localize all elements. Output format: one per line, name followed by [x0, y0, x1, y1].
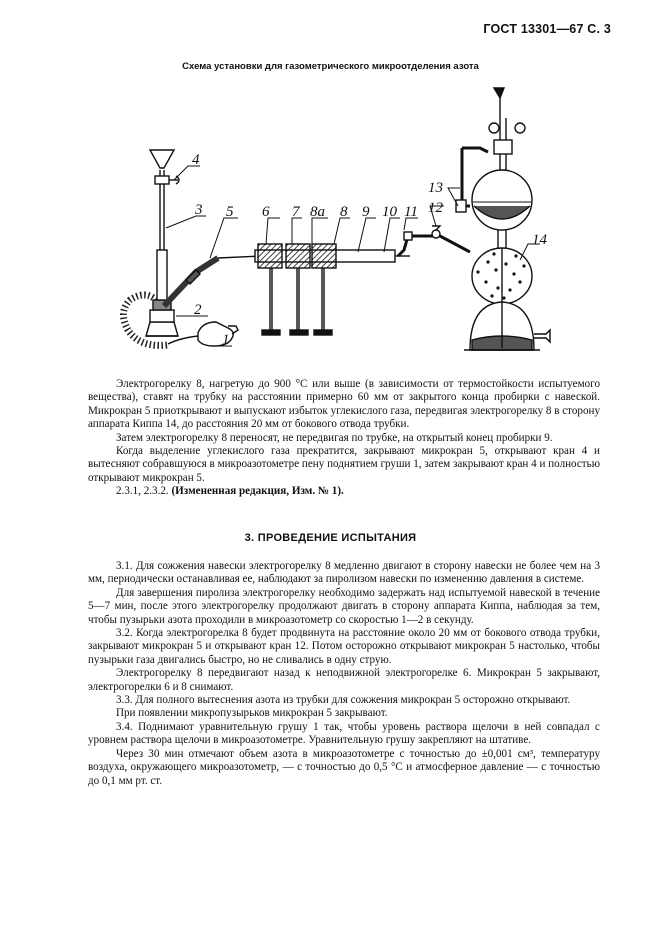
label-7: 7 — [292, 204, 300, 220]
paragraph: Электрогорелку 8 передвигают назад к неподвижной электрогорелке 6. Микрокран 5 закрывают, электрогорелки 6 и 8 снимают. — [88, 667, 600, 693]
paragraph: Затем электрогорелку 8 переносят, не передвигая по трубке, на открытый конец пробирки 9. — [116, 431, 553, 444]
label-4: 4 — [192, 152, 200, 168]
burette-base-2 — [146, 300, 178, 336]
label-9: 9 — [362, 204, 370, 220]
document-reference-header: ГОСТ 13301—67 С. 3 — [483, 22, 611, 36]
label-13: 13 — [428, 180, 443, 196]
label-3: 3 — [195, 202, 203, 218]
paragraph: 3.1. Для сожжения навески электрогорелку 8 медленно двигают в сторону навески не более чем на 3 мм, периодически останавливая ее, наблюдают за пиролизом навески по изменению давления в системе. — [88, 560, 600, 586]
text-block-procedure — [88, 378, 600, 499]
label-5: 5 — [226, 204, 234, 220]
paragraph: 3.4. Поднимают уравнительную грушу 1 так, чтобы уровень раствора щелочи в ней совпадал с уровнем раствора щелочи в микроазотометре. Уравнительную грушу закрепляют на штативе. — [88, 720, 600, 747]
figure-title: Схема установки для газометрического микроотделения азота — [182, 61, 479, 72]
section-heading: 3. ПРОВЕДЕНИЕ ИСПЫТАНИЯ — [244, 532, 417, 544]
amendment-ref: 2.3.1, 2.3.2. — [116, 485, 169, 498]
microazotometer-3 — [157, 150, 167, 300]
paragraph: 3.3. Для полного вытеснения азота из трубки для сожжения микрокран 5 осторожно открывают. — [116, 694, 571, 707]
label-8a: 8а — [310, 204, 325, 220]
burner-7 — [286, 244, 310, 335]
text-block-testing — [88, 560, 600, 788]
label-14: 14 — [532, 232, 547, 248]
paragraph: 3.2. Когда электрогорелка 8 будет продвинута на расстояние около 20 мм от бокового отвода трубки, закрывают микрокран 5 и открывают кран 12. Потом осторожно открывают микрокран 5 настолько, чтобы пузырьки газа двигались быстро, но не сливались в одну струю. — [88, 627, 600, 666]
paragraph: Через 30 мин отмечают объем азота в микроазотометре с точностью до ±0,001 см³, температуру воздуха, окружающего микроазотометр, — с точностью до 0,5 °С и атмосферное давление — с точностью до 0,1 мм рт. ст. — [88, 747, 600, 787]
label-12: 12 — [428, 200, 443, 216]
kipp-apparatus-14 — [464, 88, 550, 350]
stopcock-11 — [398, 232, 418, 256]
paragraph: При появлении микропузырьков микрокран 5 закрывают. — [116, 707, 388, 720]
label-6: 6 — [262, 204, 270, 220]
label-2: 2 — [194, 302, 202, 318]
burner-6 — [258, 244, 282, 335]
burner-8 — [312, 244, 336, 335]
paragraph: Когда выделение углекислого газа прекратится, закрывают микрокран 5, открывают кран 4 и вытесняют собравшуюся в микроазотометре пену поднятием груши 1, затем закрывают кран 4 и полностью открывают микрокран 5. — [88, 445, 600, 484]
paragraph: Электрогорелку 8, нагретую до 900 °С или выше (в зависимости от термостойкости испытуемого вещества), ставят на трубку на расстоянии примерно 60 мм от закрытого конца пробирки с навеской. Микрокран 5 приоткрывают и выпускают избыток углекислого газа, передвигая электрогорелку 8 в сторону аппарата Киппа 14, до расстояния 20 мм от бокового отвода трубки. — [88, 378, 600, 431]
paragraph: Для завершения пиролиза электрогорелку необходимо задержать над испытуемой навеской в течение 5—7 мин, после этого электрогорелку продолжают двигать в сторону аппарата Киппа, наблюдая за тем, чтобы пузырьки азота проходили в микроазотометр со скоростью 1—2 в секунду. — [88, 586, 600, 626]
stopcock-12 — [418, 226, 470, 252]
amendment-text: (Измененная редакция, Изм. № 1). — [171, 485, 344, 498]
label-10: 10 — [382, 204, 397, 220]
label-8: 8 — [340, 204, 348, 220]
amendment-note — [88, 485, 600, 498]
label-11: 11 — [404, 204, 418, 220]
label-1: 1 — [222, 332, 230, 348]
microvalve-5 — [164, 258, 218, 306]
apparatus-diagram — [0, 80, 661, 365]
